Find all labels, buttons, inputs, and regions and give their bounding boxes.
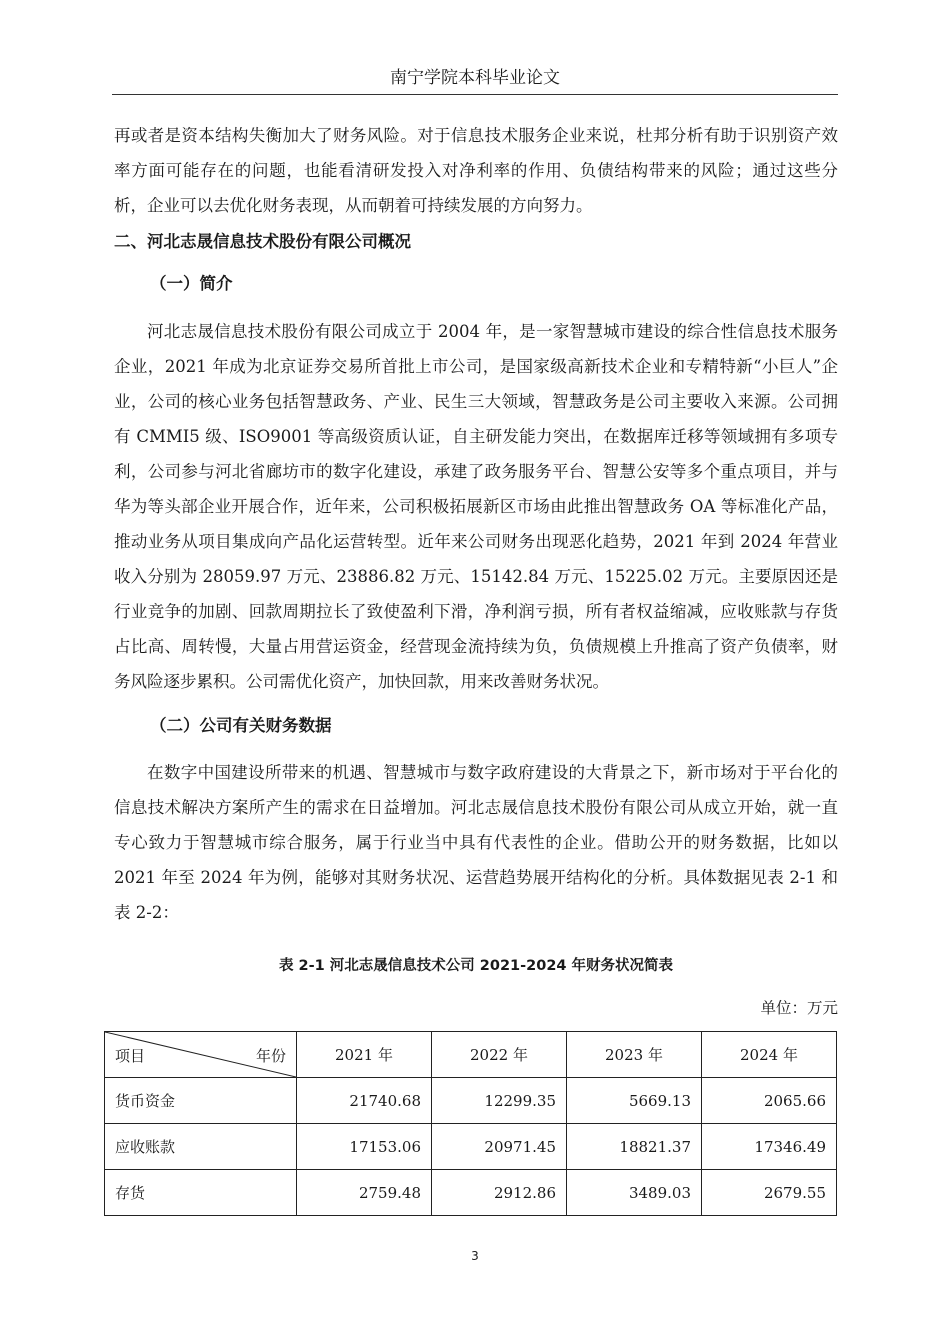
table-cell: 2912.86 bbox=[432, 1170, 567, 1216]
subsection-heading-introduction: （一）简介 bbox=[150, 274, 233, 293]
page-number: 3 bbox=[471, 1249, 479, 1263]
paragraph-intro: 再或者是资本结构失衡加大了财务风险。对于信息技术服务企业来说，杜邦分析有助于识别资产效率方面可能存在的问题，也能看清研发投入对净利率的作用、负债结构带来的风险；通过这些分析，企业可以去优化财务表现，从而朝着可持续发展的方向努力。 bbox=[114, 126, 838, 215]
table-row bbox=[105, 1124, 837, 1170]
paragraph-financial-data: 在数字中国建设所带来的机遇、智慧城市与数字政府建设的大背景之下，新市场对于平台化的信息技术解决方案所产生的需求在日益增加。河北志晟信息技术股份有限公司从成立开始，就一直专心致力于智慧城市综合服务，属于行业当中具有代表性的企业。借助公开的财务数据，比如以 2021 年至 2024 年为例，能够对其财务状况、运营趋势展开结构化的分析。具体数据见表 2-1 和表 2-2： bbox=[114, 763, 838, 922]
corner-year-label: 年份 bbox=[255, 1047, 286, 1065]
table-row bbox=[105, 1078, 837, 1124]
table-title: 表 2-1 河北志晟信息技术公司 2021-2024 年财务状况简表 bbox=[278, 958, 674, 974]
section-heading-company-overview: 二、河北志晟信息技术股份有限公司概况 bbox=[114, 232, 411, 251]
table-cell: 18821.37 bbox=[567, 1124, 702, 1170]
subsection-heading-financial-data: （二）公司有关财务数据 bbox=[150, 716, 332, 735]
table-row bbox=[105, 1170, 837, 1216]
row-label: 货币资金 bbox=[105, 1078, 297, 1124]
header-rule bbox=[112, 94, 838, 95]
table-cell: 2679.55 bbox=[702, 1170, 837, 1216]
table-cell: 2065.66 bbox=[702, 1078, 837, 1124]
column-header-year: 2022 年 bbox=[432, 1032, 567, 1078]
table-cell: 20971.45 bbox=[432, 1124, 567, 1170]
table-cell: 12299.35 bbox=[432, 1078, 567, 1124]
paragraph-introduction: 河北志晟信息技术股份有限公司成立于 2004 年，是一家智慧城市建设的综合性信息技术服务企业，2021 年成为北京证券交易所首批上市公司，是国家级高新技术企业和专精特新“小巨人”企业，公司的核心业务包括智慧政务、产业、民生三大领域，智慧政务是公司主要收入来源。公司拥有 CMMI5 级、ISO9001 等高级资质认证，自主研发能力突出，在数据库迁移等领域拥有多项专利，公司参与河北省廊坊市的数字化建设，承建了政务服务平台、智慧公安等多个重点项目，并与华为等头部企业开展合作，近年来，公司积极拓展新区市场由此推出智慧政务 OA 等标准化产品，推动业务从项目集成向产品化运营转型。近年来公司财务出现恶化趋势，2021 年到 2024 年营业收入分别为 28059.97 万元、23886.82 万元、15142.84 万元、15225.02 万元。主要原因还是行业竞争的加剧、回款周期拉长了致使盈利下滑，净利润亏损，所有者权益缩减，应收账款与存货占比高、周转慢，大量占用营运资金，经营现金流持续为负，负债规模上升推高了资产负债率，财务风险逐步累积。公司需优化资产，加快回款，用来改善财务状况。 bbox=[114, 322, 838, 691]
column-header-year: 2023 年 bbox=[567, 1032, 702, 1078]
corner-item-label: 项目 bbox=[115, 1047, 146, 1065]
table-cell: 5669.13 bbox=[567, 1078, 702, 1124]
row-label: 应收账款 bbox=[105, 1124, 297, 1170]
table-cell: 17153.06 bbox=[297, 1124, 432, 1170]
table-cell: 2759.48 bbox=[297, 1170, 432, 1216]
table-cell: 17346.49 bbox=[702, 1124, 837, 1170]
page-header: 南宁学院本科毕业论文 bbox=[390, 68, 560, 88]
table-cell: 21740.68 bbox=[297, 1078, 432, 1124]
financial-table bbox=[104, 1031, 837, 1216]
row-label: 存货 bbox=[105, 1170, 297, 1216]
table-unit: 单位：万元 bbox=[760, 999, 838, 1017]
column-header-year: 2021 年 bbox=[297, 1032, 432, 1078]
column-header-year: 2024 年 bbox=[702, 1032, 837, 1078]
table-corner-cell bbox=[105, 1032, 297, 1078]
table-cell: 3489.03 bbox=[567, 1170, 702, 1216]
table-header-row bbox=[105, 1032, 837, 1078]
